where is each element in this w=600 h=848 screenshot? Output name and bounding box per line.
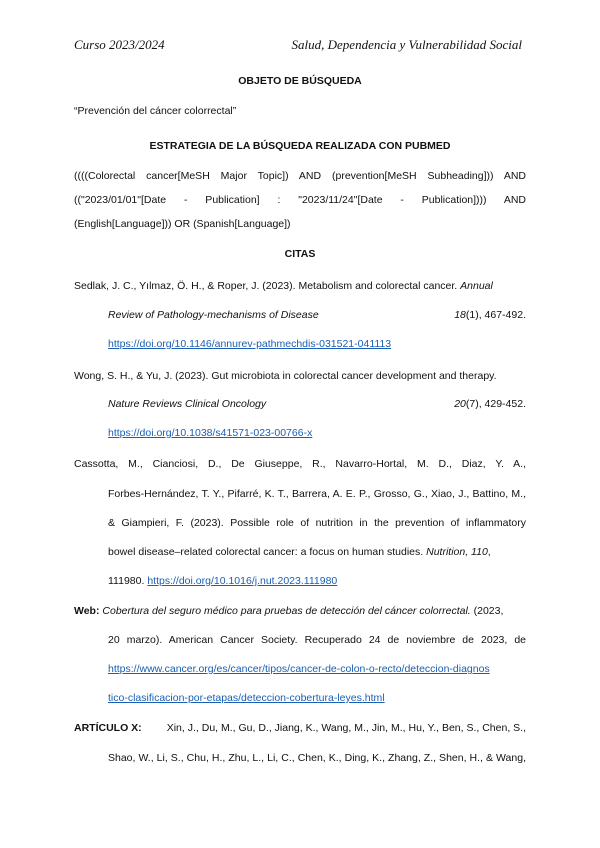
web-url-link-part-1[interactable]: https://www.cancer.org/es/cancer/tipos/cancer-de-colon-o-recto/deteccion-diagnos: [108, 663, 490, 675]
estrategia-line-1: ((((Colorectal cancer[MeSH Major Topic]) AND (prevention[MeSH Subheading])) AND: [74, 170, 526, 182]
cita-3-line-3: & Giampieri, F. (2023). Possible role of nutrition in the prevention of inflammatory: [108, 517, 526, 529]
cita-2-doi-link[interactable]: https://doi.org/10.1038/s41571-023-00766-x: [108, 427, 313, 439]
web-line-2: 20 marzo). American Cancer Society. Recuperado 24 de noviembre de 2023, de: [108, 634, 526, 646]
articulo-label: ARTÍCULO X:: [74, 722, 142, 734]
estrategia-line-2: (("2023/01/01"[Date - Publication] : "2023/11/24"[Date - Publication]))) AND: [74, 194, 526, 206]
cita-3-line-2: Forbes-Hernández, T. Y., Pifarré, K. T., Barrera, A. E. P., Grosso, G., Xiao, J., Battino, M.,: [108, 488, 526, 500]
cita-2-doi[interactable]: [108, 427, 312, 439]
articulo-line-2: Shao, W., Li, S., Chu, H., Zhu, L., Li, C., Chen, K., Ding, K., Zhang, Z., Shen, H., & Wang,: [108, 752, 526, 764]
articulo-line-1: ARTÍCULO X: Xin, J., Du, M., Gu, D., Jiang, K., Wang, M., Jin, M., Hu, Y., Ben, S., Chen, S.,: [74, 722, 526, 734]
web-label: Web:: [74, 605, 100, 617]
cita-3-line-1: Cassotta, M., Cianciosi, D., De Giuseppe, R., Navarro-Hortal, M. D., Diaz, Y. A.,: [74, 458, 526, 470]
cita-3-line-4: bowel disease–related colorectal cancer: a focus on human studies. Nutrition, 110,: [108, 546, 491, 558]
web-url-link-part-2[interactable]: tico-clasificacion-por-etapas/deteccion-cobertura-leyes.html: [108, 692, 385, 704]
estrategia-title: ESTRATEGIA DE LA BÚSQUEDA REALIZADA CON PUBMED: [149, 140, 451, 152]
web-url-line-2[interactable]: [108, 692, 385, 704]
objeto-text: “Prevención del cáncer colorrectal”: [74, 105, 237, 117]
objeto-title: OBJETO DE BÚSQUEDA: [238, 75, 362, 87]
header-course: Curso 2023/2024: [74, 37, 165, 52]
web-line-1: Web: Cobertura del seguro médico para pruebas de detección del cáncer colorrectal. (2023,: [74, 605, 504, 617]
citas-title: CITAS: [284, 248, 316, 260]
cita-2-line-2: Nature Reviews Clinical Oncology 20(7), 429-452.: [108, 398, 526, 410]
cita-3-line-5: 111980. https://doi.org/10.1016/j.nut.2023.111980: [108, 575, 338, 587]
page-header: [74, 37, 522, 53]
cita-1-doi-link[interactable]: https://doi.org/10.1146/annurev-pathmechdis-031521-041113: [108, 338, 392, 350]
cita-1-line-2: Review of Pathology-mechanisms of Disease 18(1), 467-492.: [108, 309, 526, 321]
cita-3-doi-link[interactable]: https://doi.org/10.1016/j.nut.2023.111980: [147, 575, 338, 587]
estrategia-line-3: (English[Language])) OR (Spanish[Language]): [74, 218, 291, 230]
cita-1-doi[interactable]: [108, 338, 391, 350]
cita-2-line-1: Wong, S. H., & Yu, J. (2023). Gut microbiota in colorectal cancer development and therapy.: [74, 370, 497, 382]
web-title: Cobertura del seguro médico para pruebas de detección del cáncer colorrectal.: [102, 605, 471, 617]
header-subject: Salud, Dependencia y Vulnerabilidad Social: [291, 37, 522, 52]
cita-1-line-1: Sedlak, J. C., Yılmaz, Ö. H., & Roper, J. (2023). Metabolism and colorectal cancer. Annual: [74, 280, 493, 292]
web-url-line-1[interactable]: [108, 663, 490, 675]
cita-1-journal-start: Annual: [460, 280, 493, 292]
